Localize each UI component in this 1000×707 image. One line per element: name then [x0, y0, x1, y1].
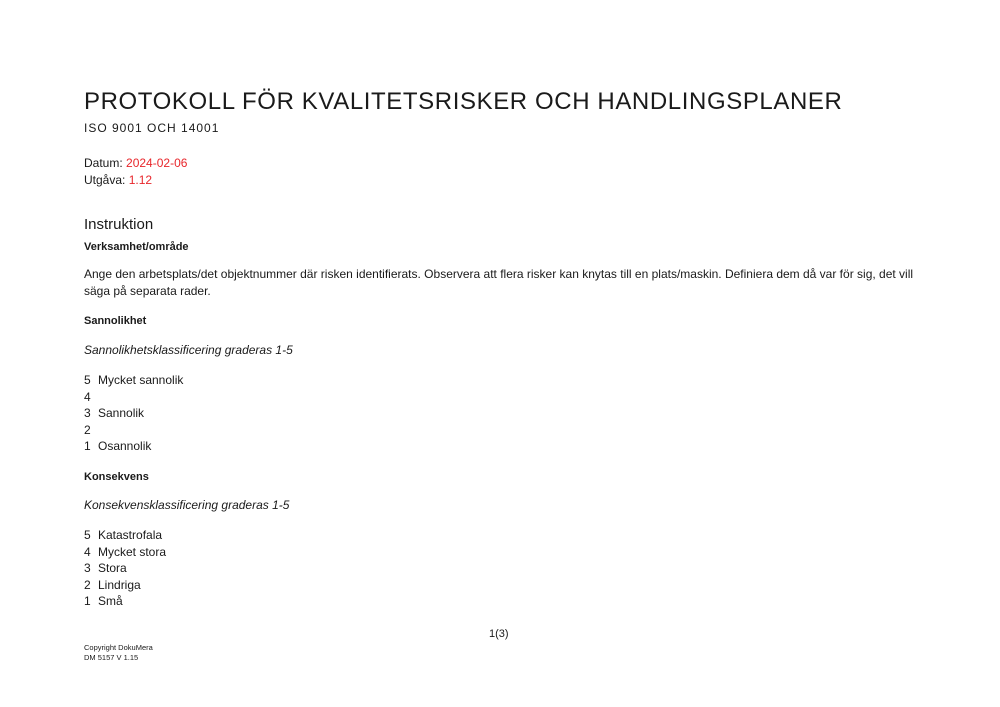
probability-level: 1 Osannolik — [84, 439, 152, 454]
consequence-level: 3 Stora — [84, 561, 127, 576]
probability-level: 4 — [84, 389, 91, 404]
area-text: Ange den arbetsplats/det objektnummer där risken identifierats. Observera att flera risker kan knytas till en plats/maskin. Definiera dem då var för sig, det vill säga på separata rader. — [84, 267, 914, 298]
consequence-level: 5 Katastrofala — [84, 528, 163, 542]
document-subtitle: ISO 9001 OCH 14001 — [84, 121, 220, 135]
copyright-text: Copyright DokuMera — [84, 643, 153, 652]
area-title: Verksamhet/område — [84, 241, 189, 253]
document-id: DM 5157 V 1.15 — [84, 653, 139, 662]
probability-subtitle: Sannolikhetsklassificering graderas 1-5 — [84, 343, 293, 357]
probability-title: Sannolikhet — [84, 315, 147, 327]
consequence-scale — [84, 527, 166, 610]
probability-level: 2 — [84, 422, 91, 437]
instructions-heading: Instruktion — [84, 216, 154, 233]
consequence-level: 1 Små — [84, 594, 123, 609]
consequence-title: Konsekvens — [84, 471, 149, 483]
edition-value: 1.12 — [128, 173, 153, 187]
footer — [84, 643, 153, 663]
date-value: 2024-02-06 — [126, 156, 188, 170]
page-number: 1(3) — [489, 628, 509, 640]
document-title: PROTOKOLL FÖR KVALITETSRISKER OCH HANDLINGSPLANER — [84, 88, 843, 115]
consequence-level: 4 Mycket stora — [84, 544, 167, 559]
consequence-level: 2 Lindriga — [84, 577, 141, 592]
probability-scale — [84, 372, 183, 455]
edition-label: Utgåva: — [84, 173, 126, 187]
document-meta — [84, 155, 187, 189]
edition-line — [84, 172, 187, 189]
date-line — [84, 155, 187, 172]
probability-level: 5 Mycket sannolik — [84, 373, 184, 387]
probability-level: 3 Sannolik — [84, 406, 145, 421]
date-label: Datum: — [84, 156, 123, 170]
consequence-subtitle: Konsekvensklassificering graderas 1-5 — [84, 498, 290, 512]
